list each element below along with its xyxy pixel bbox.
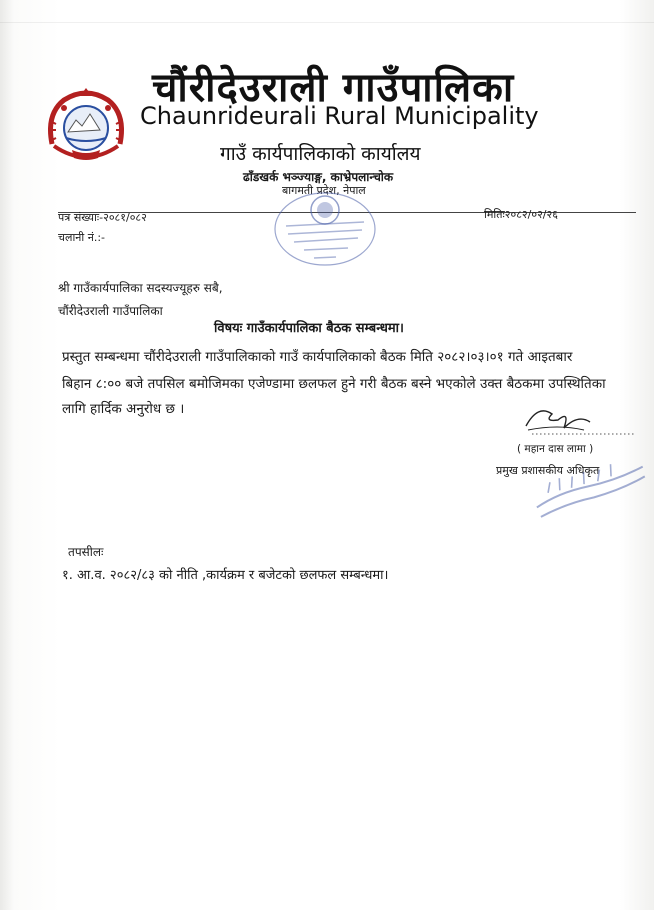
nepal-emblem-icon [42,84,130,174]
signature-icon [518,400,638,436]
address-line-2: बागमती प्रदेश, नेपाल [282,184,366,197]
body-line-1: प्रस्तुत सम्बन्धमा चौंरीदेउराली गाउँपालिकाको गाउँ कार्यपालिकाको बैठक मिति २०८२।०३।०१ गते आइतबार [62,349,573,365]
letterhead-title-nepali: चौंरीदेउराली गाउँपालिका [152,65,515,111]
annex-label: तपसीलः [68,545,104,559]
designation-stamp-icon [528,456,652,520]
office-name: गाउँ कार्यपालिकाको कार्यालय [220,143,421,165]
reference-number: पत्र संख्याः-२०८१/०८२ [58,211,147,224]
addressee-line-2: चौंरीदेउराली गाउँपालिका [58,304,163,318]
letter-subject: विषयः गाउँकार्यपालिका बैठक सम्बन्धमा। [214,321,404,336]
body-line-3: लागि हार्दिक अनुरोध छ । [62,401,185,417]
signatory-title: प्रमुख प्रशासकीय अधिकृत [496,464,600,477]
letter-date: मितिः२०८२/०२/२६ [484,208,558,221]
paper-crease [0,22,654,23]
address-line-1: ढाँडखर्क भञ्ज्याङ्ग, काभ्रेपलान्चोक [243,170,394,184]
body-line-2: बिहान ८:०० बजे तपसिल बमोजिमका एजेण्डामा छलफल हुने गरी बैठक बस्ने भएकोले उक्त बैठकमा उपस्थितिका [62,376,606,392]
letterhead-title-english: Chaunrideurali Rural Municipality [140,102,539,130]
dispatch-number: चलानी नं.:- [58,231,106,244]
addressee-line-1: श्री गाउँकार्यपालिका सदस्यज्यूहरु सबै, [58,281,223,295]
signatory-name: ( महान दास लामा ) [517,443,594,455]
office-stamp-icon [272,190,378,268]
annex-item-1: १. आ.व. २०८२/८३ को नीति ,कार्यक्रम र बजेटको छलफल सम्बन्धमा। [62,568,389,583]
